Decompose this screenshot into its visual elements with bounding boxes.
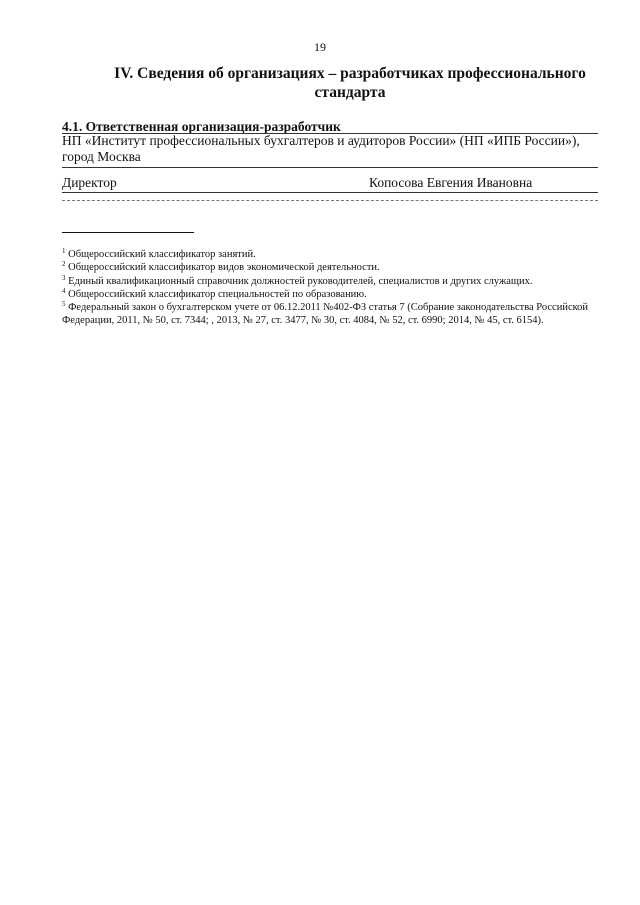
director-name: Копосова Евгения Ивановна	[369, 175, 533, 190]
footnote-text: Общероссийский классификатор специальностей по образованию.	[68, 288, 367, 300]
subsection-heading: 4.1. Ответственная организация-разработчик	[62, 119, 341, 134]
footnote-5	[62, 301, 622, 328]
footnote-4	[62, 288, 622, 301]
section-title	[80, 64, 620, 102]
footnote-3	[62, 275, 622, 288]
footnote-2	[62, 261, 622, 274]
signature-rule	[62, 192, 598, 193]
signature-dashed-rule	[62, 200, 598, 201]
footnote-mark: 1	[62, 247, 66, 255]
director-role: Директор	[62, 175, 117, 190]
footnote-text: Единый квалификационный справочник должностей руководителей, специалистов и других служащих.	[68, 275, 533, 287]
footnote-text: Общероссийский классификатор видов экономической деятельности.	[68, 262, 380, 274]
footnote-divider	[62, 232, 194, 233]
page-number: 19	[314, 40, 326, 54]
footnote-text: Федеральный закон о бухгалтерском учете от 06.12.2011 №402-ФЗ статья 7 (Собрание законодательства Российской Федерации, 2011, № 50, ст. 7344; , 2013, № 27, ст. 3477, № 30, ст. 4084, № 52, ст. 6990; 2014, № 45, ст. 6154).	[62, 302, 589, 327]
section-title-line-2: стандарта	[314, 84, 386, 101]
footnote-mark: 5	[62, 300, 66, 309]
footnote-text: Общероссийский классификатор занятий.	[68, 249, 256, 260]
footnote-mark: 3	[62, 273, 66, 282]
organization-rule	[62, 167, 598, 168]
footnote-mark: 4	[62, 286, 66, 295]
footnote-1	[62, 248, 622, 261]
footnote-mark: 2	[62, 260, 66, 269]
section-title-line-1: IV. Сведения об организациях – разработчиках профессионального	[114, 65, 586, 82]
footnotes	[62, 248, 622, 328]
organization-name: НП «Институт профессиональных бухгалтеров и аудиторов России» (НП «ИПБ России»), город Москва	[62, 133, 580, 164]
